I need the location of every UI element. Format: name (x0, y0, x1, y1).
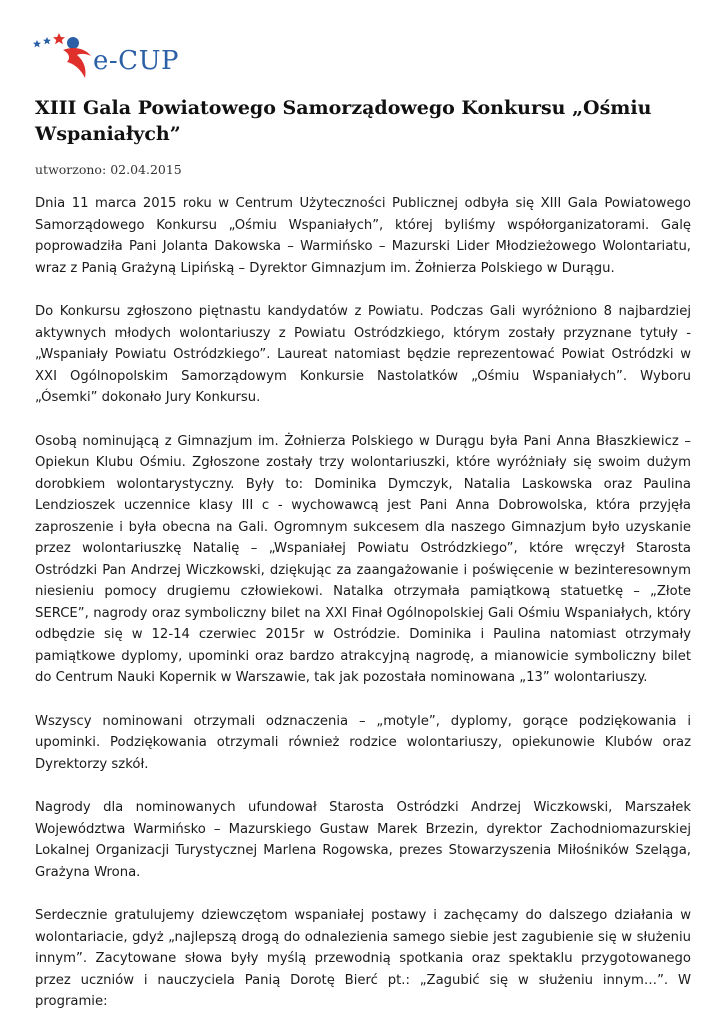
created-value: 02.04.2015 (110, 162, 182, 177)
article-title: XIII Gala Powiatowego Samorządowego Konkursu „Ośmiu Wspaniałych” (35, 97, 652, 145)
paragraph: Dnia 11 marca 2015 roku w Centrum Użyteczności Publicznej odbyła się XIII Gala Powiatowego Samorządowego Konkursu „Ośmiu Wspaniałych”, której byliśmy współorganizatorami. Galę poprowadziła Pani Jolanta Dakowska – Warmińsko – Mazurski Lider Młodzieżowego Wolontariatu, wraz z Panią Grażyną Lipińską – Dyrektor Gimnazjum im. Żołnierza Polskiego w Durągu. (35, 196, 691, 276)
created-label: utworzono: (35, 162, 107, 177)
paragraph: Do Konkursu zgłoszono piętnastu kandydatów z Powiatu. Podczas Gali wyróżniono 8 najbardziej aktywnych młodych wolontariuszy z Powiatu Ostródzkiego, którym zostały przyznane tytuły - „Wspaniały Powiatu Ostródzkiego”. Laureat natomiast będzie reprezentować Powiat Ostródzki w XXI Ogólnopolskim Samorządowym Konkursie Nastolatków „Ośmiu Wspaniałych”. Wyboru „Ósemki” dokonało Jury Konkursu. (35, 304, 691, 405)
paragraph: Nagrody dla nominowanych ufundował Starosta Ostródzki Andrzej Wiczkowski, Marszałek Województwa Warmińsko – Mazurskiego Gustaw Marek Brzezin, dyrektor Zachodniomazurskiej Lokalnej Organizacji Turystycznej Marlena Rogowska, prezes Stowarzyszenia Miłośników Szeląga, Grażyna Wrona. (35, 800, 691, 880)
article-body (35, 193, 691, 1035)
paragraph: Serdecznie gratulujemy dziewczętom wspaniałej postawy i zachęcamy do dalszego działania w wolontariacie, gdyż „najlepszą drogą do odnalezienia samego siebie jest zagubienie się w służeniu innym”. Zacytowane słowa były myślą przewodnią spotkania oraz spektaklu przygotowanego przez uczniów i nauczyciela Panią Dorotę Bierć pt.: „Zagubić się w służeniu innym…”. W programie: (35, 908, 691, 1009)
paragraph: Osobą nominującą z Gimnazjum im. Żołnierza Polskiego w Durągu była Pani Anna Błaszkiewicz – Opiekun Klubu Ośmiu. Zgłoszone zostały trzy wolontariuszki, które wyróżniały się swoim dużym dorobkiem wolontarystyczny. Były to: Dominika Dymczyk, Natalia Laskowska oraz Paulina Lendzioszek uczennice klasy III c - wychowawcą jest Pani Anna Dobrowolska, która przyjęła zaproszenie i była obecna na Gali. Ogromnym sukcesem dla naszego Gimnazjum było uzyskanie przez wolontariuszkę Natalię – „Wspaniałej Powiatu Ostródzkiego”, które wręczył Starosta Ostródzki Pan Andrzej Wiczkowski, dziękując za zaangażowanie i poświęcenie w bezinteresownym niesieniu pomocy drugiemu człowiekowi. Natalka otrzymała pamiątkową statuetkę – „Złote SERCE”, nagrody oraz symboliczny bilet na XXI Finał Ogólnopolskiej Gali Ośmiu Wspaniałych, który odbędzie się w 12-14 czerwiec 2015r w Ostródzie. Dominika i Paulina natomiast otrzymały pamiątkowe dyplomy, upominki oraz bardzo atrakcyjną nagrodę, a mianowicie symboliczny bilet do Centrum Nauki Kopernik w Warszawie, tak jak pozostała nominowana „13” wolontariuszy. (35, 433, 691, 685)
logo-text: e-CUP (93, 46, 179, 76)
created-date (35, 162, 182, 177)
paragraph: Wszyscy nominowani otrzymali odznaczenia – „motyle”, dyplomy, gorące podziękowania i upominki. Podziękowania otrzymali również rodzice wolontariuszy, opiekunowie Klubów oraz Dyrektorzy szkół. (35, 713, 691, 772)
